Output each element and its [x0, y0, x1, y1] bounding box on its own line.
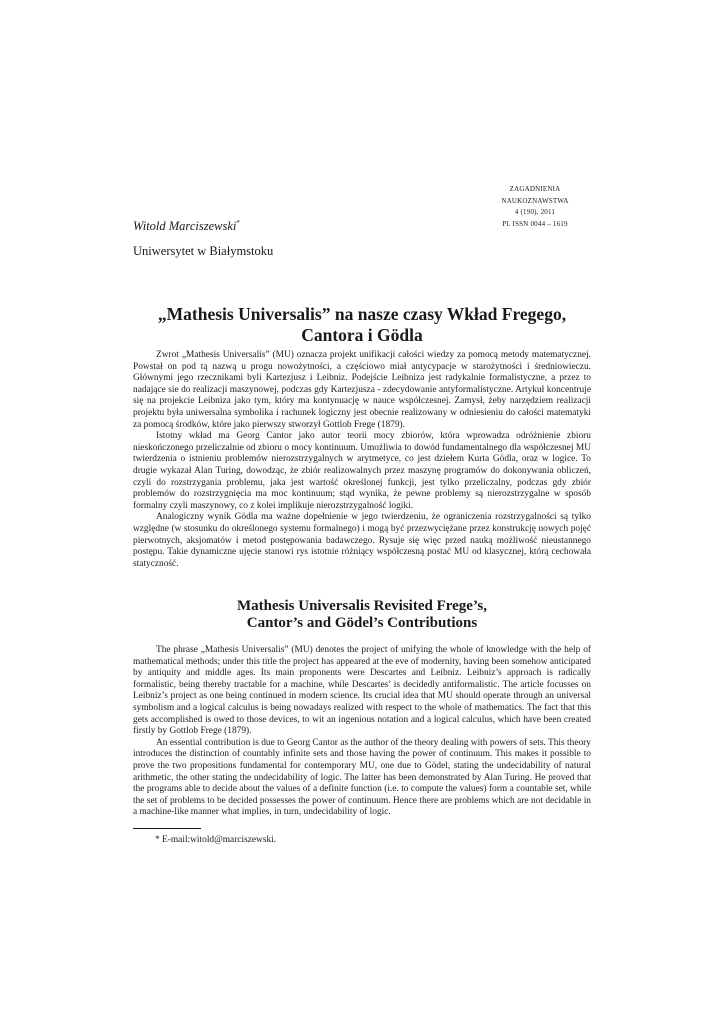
english-abstract [133, 645, 591, 819]
english-abstract-paragraph: The phrase „Mathesis Universalis” (MU) denotes the project of unifying the whole of knowledge with the help of mathematical methods; under this title the project has appeared at the eve of modernity, having been somehow anticipated by antiquity and middle ages. Its main proponents were Descartes and Leibniz. Leibniz’s approach is radically formalistic, being thereby tractable for a machine, while Descartes’ is decidedly antiformalistic. The article focusses on Leibniz’s project as one being continued in modern science. Its crucial idea that MU should operate through an universal symbolism and a logical calculus is being nowadays realized with respect to the whole of mathematics. The fact that this gets accomplished is owed to those devices, to wit an ingenious notation and a logical calculus, which have been created firstly by Gottlob Frege (1879). [133, 645, 591, 737]
polish-abstract [133, 350, 591, 570]
english-abstract-paragraph: An essential contribution is due to Georg Cantor as the author of the theory dealing with powers of sets. This theory introduces the distinction of countably infinite sets and those having the power of continuum. This makes it possible to prove the two propositions fundamental for contemporary MU, one due to Gödel, stating the undecidability of natural arithmetic, the other stating the undecidability of logic. The latter has been demonstrated by Alan Turing. He proved that the programs able to decide about the values of a definite function (i.e. to compute the values) form a countable set, while the set of problems to be decided possesses the power of continuum. Hence there are problems which are not decidable in a machine-like manner what implies, in turn, undecidability of logic. [133, 737, 591, 818]
author-name-line [133, 219, 240, 234]
polish-abstract-paragraph: Istotny wkład ma Georg Cantor jako autor teorii mocy zbiorów, która wprowadza odróżnienie zbioru nieskończonego przeliczalnie od zbioru o mocy kontinuum. Umożliwia to dowód fundamentalnego dla współczesnej MU twierdzenia o istnieniu problemów nierozstrzygalnych w arytmetyce, co jest dziełem Kurta Gödla, oraz w logice. To drugie wykazał Alan Turing, dowodząc, że zbiór realizowalnych przez maszynę programów do dokonywania obliczeń, czyli do rozstrzygania problemu, jaka jest wartość określonej funkcji, jest tylko przeliczalny, podczas gdy zbiór problemów do rozstrzygnięcia ma moc kontinuum; stąd wynika, że pewne problemy są nierozstrzygalne w sposób formalny czyli maszynowy, co z kolei implikuje nierozstrzygalność logiki. [133, 431, 591, 511]
polish-abstract-paragraph: Analogiczny wynik Gödla ma ważne dopełnienie w jego twierdzeniu, że ograniczenia rozstrzygalności są tylko względne (w stosunku do określonego systemu formalnego) i mogą być przezwyciężane przez konstrukcję nowych pojęć pierwotnych, aksjomatów i metod postępowania badawczego. Rysuje się więc przed nauką możliwość nieustannego postępu. Takie dynamiczne ujęcie stanowi rys istotnie różniący współczesną postać MU od klasycznej, którą cechowała statyczność. [133, 512, 591, 569]
english-title-line-1: Mathesis Universalis Revisited Frege’s, [237, 598, 487, 614]
polish-title [133, 304, 591, 346]
journal-issue: 4 (190), 2011 [514, 208, 556, 217]
journal-info [480, 184, 590, 230]
journal-subtitle: NAUKOZNAWSTWA [501, 196, 569, 205]
polish-abstract-paragraph: Zwrot „Mathesis Universalis” (MU) oznacza projekt unifikacji całości wiedzy za pomocą metody matematycznej. Powstał on pod tą nazwą u progu nowożytności, a częściowo miał antycypacje w starożytności i średniowieczu. Głównymi jego rzecznikami byli Kartezjusz i Leibniz. Podejście Leibniza jest radykalnie formalistyczne, a przez to nadające sie do realizacji maszynowej, podczas gdy Kartezjusza - zdecydowanie antyformalistyczne. Artykuł koncentruje się na projekcie Leibniza jako tym, który ma kontynuację w nauce współczesnej. Zamysł, żeby narzędziem realizacji projektu była uniwersalna symbolika i rachunek logiczny jest obecnie realizowany w odniesieniu do całości matematyki za pomocą środków, które jako pierwszy stworzył Gottlob Frege (1879). [133, 350, 591, 430]
journal-issn: PL ISSN 0044 – 1619 [502, 219, 568, 228]
english-title-line-2: Cantor’s and Gödel’s Contributions [246, 615, 478, 631]
polish-title-line-2: Cantora i Gödla [301, 325, 423, 345]
author-affiliation: Uniwersytet w Białymstoku [133, 244, 274, 258]
author-name: Witold Marciszewski [133, 219, 237, 234]
footnote-divider [133, 828, 201, 829]
english-title [133, 598, 591, 632]
polish-title-line-1: „Mathesis Universalis” na nasze czasy Wkład Fregego, [157, 304, 567, 324]
author-email-footnote: * E-mail:witold@marciszewski. [155, 835, 277, 845]
journal-name: ZAGADNIENIA [509, 185, 561, 193]
author-footnote-mark: * [236, 219, 240, 227]
